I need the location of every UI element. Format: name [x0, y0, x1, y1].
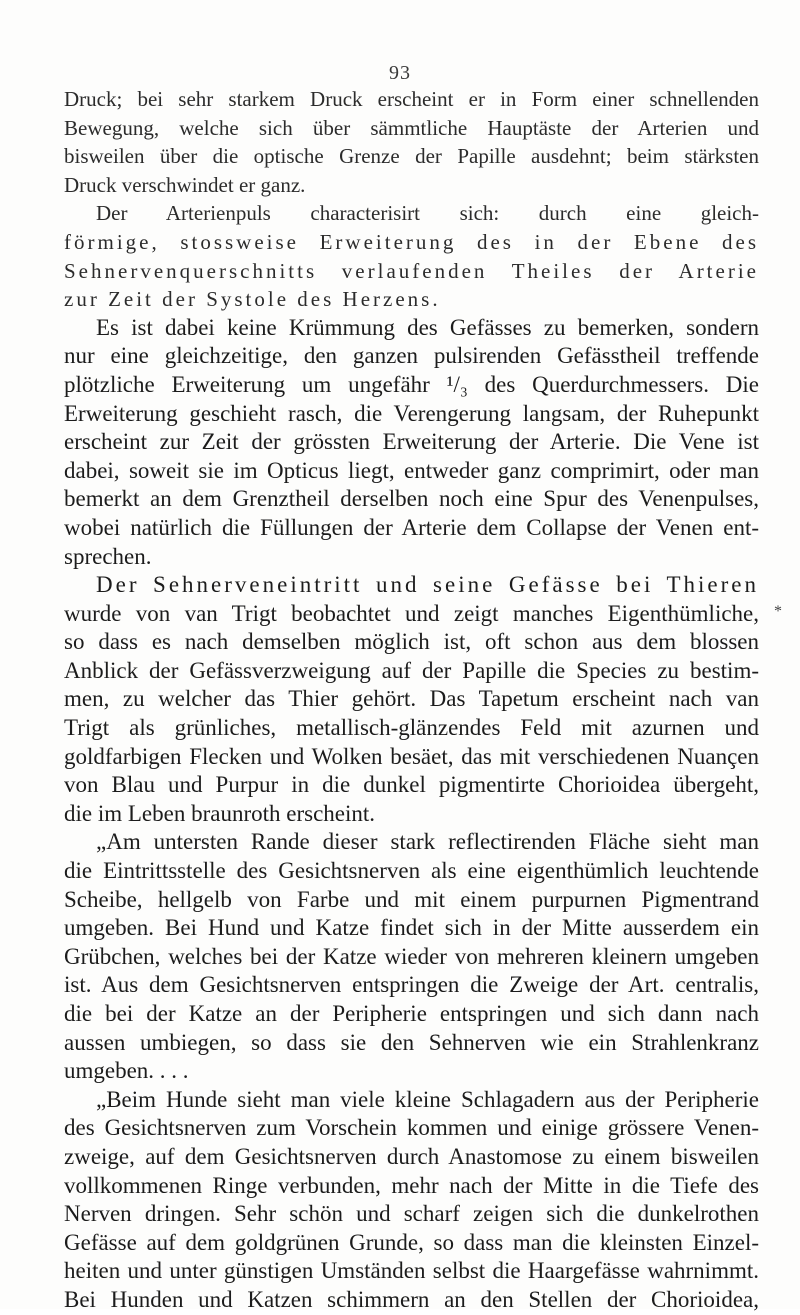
- text-line: Es ist dabei keine Krümmung des Gefässes zu bemerken, sondern: [96, 314, 759, 340]
- page-number: 93: [389, 62, 411, 84]
- text-line: von Blau und Purpur in die dunkel pigmentirte Chorioidea übergeht,: [64, 772, 759, 798]
- text-line: die Eintrittsstelle des Gesichtsnerven als eine eigenthümlich leuchtende: [64, 858, 759, 884]
- text-line: Der Sehnerveneintritt und seine Gefässe bei Thieren: [96, 572, 759, 598]
- text-line: men, zu welcher das Thier gehört. Das Tapetum erscheint nach van: [64, 686, 759, 712]
- text-line: die bei der Katze an der Peripherie entspringen und sich dann nach: [64, 1001, 759, 1026]
- text-line: heiten und unter günstigen Umständen selbst die Haargefässe wahrnimmt.: [64, 1258, 759, 1284]
- text-line: Bewegung, welche sich über sämmtliche Hauptäste der Arterien und: [64, 115, 759, 140]
- text-line: Der Arterienpuls characterisirt sich: durch eine gleich-: [96, 201, 759, 226]
- text-line: wurde von van Trigt beobachtet und zeigt manches Eigenthümliche,: [64, 600, 759, 626]
- text-line: bisweilen über die optische Grenze der Papille ausdehnt; beim stärksten: [64, 144, 759, 169]
- body-text: [64, 85, 759, 1315]
- text-line: Anblick der Gefässverzweigung auf der Papille die Species zu bestim-: [64, 657, 759, 683]
- text-line: so dass es nach demselben möglich ist, oft schon aus dem blossen: [64, 629, 759, 655]
- text-line: „Beim Hunde sieht man viele kleine Schlagadern aus der Peripherie: [96, 1086, 759, 1112]
- text-line: Grübchen, welches bei der Katze wieder von mehreren kleinern umgeben: [64, 943, 759, 969]
- text-line: dabei, soweit sie im Opticus liegt, entweder ganz comprimirt, oder man: [64, 457, 759, 483]
- text-line: umgeben. Bei Hund und Katze findet sich in der Mitte ausserdem ein: [64, 915, 759, 941]
- margin-mark: *: [774, 603, 782, 620]
- text-line: Nerven dringen. Sehr schön und scharf zeigen sich die dunkelrothen: [64, 1201, 759, 1227]
- text-line: erscheint zur Zeit der grössten Erweiterung der Arterie. Die Vene ist: [64, 429, 759, 455]
- text-line: umgeben. . . .: [64, 1058, 189, 1084]
- text-line: Trigt als grünliches, metallisch-glänzendes Feld mit azurnen und: [64, 715, 759, 741]
- text-line: Druck verschwindet er ganz.: [64, 172, 306, 197]
- text-line: Bei Hunden und Katzen schimmern an den Stellen der Chorioidea,: [64, 1286, 759, 1312]
- text-line: „Am untersten Rande dieser stark reflectirenden Fläche sieht man: [96, 829, 759, 855]
- text-line: nur eine gleichzeitige, den ganzen pulsirenden Gefässtheil treffende: [64, 343, 759, 369]
- text-line: Gefässe auf dem goldgrünen Grunde, so dass man die kleinsten Einzel-: [64, 1229, 759, 1255]
- text-line: aussen umbiegen, so dass sie den Sehnerven wie ein Strahlenkranz: [64, 1029, 759, 1055]
- text-line: Scheibe, hellgelb von Farbe und mit einem purpurnen Pigmentrand: [64, 886, 759, 912]
- text-line: bemerkt an dem Grenztheil derselben noch eine Spur des Venenpulses,: [64, 486, 759, 512]
- text-line: die im Leben braunroth erscheint.: [64, 800, 376, 826]
- text-line: ist. Aus dem Gesichtsnerven entspringen die Zweige der Art. centralis,: [64, 972, 759, 998]
- text-line: des Gesichtsnerven zum Vorschein kommen und einige grössere Venen-: [64, 1115, 759, 1141]
- text-line: wobei natürlich die Füllungen der Arterie dem Collapse der Venen ent-: [64, 514, 759, 540]
- text-line: plötzliche Erweiterung um ungefähr ¹/₃ des Querdurchmessers. Die: [64, 371, 759, 397]
- text-line: Erweiterung geschieht rasch, die Verengerung langsam, der Ruhepunkt: [64, 400, 759, 426]
- text-line: Druck; bei sehr starkem Druck erscheint er in Form einer schnellenden: [64, 87, 759, 111]
- text-line: sprechen.: [64, 543, 152, 569]
- text-line: zur Zeit der Systole des Herzens.: [64, 287, 441, 312]
- text-line: goldfarbigen Flecken und Wolken besäet, das mit verschiedenen Nuançen: [64, 743, 759, 769]
- text-line: förmige, stossweise Erweiterung des in der Ebene des: [64, 229, 759, 254]
- text-line: Sehnervenquerschnitts verlaufenden Theiles der Arterie: [64, 258, 759, 283]
- text-line: vollkommenen Ringe verbunden, mehr nach der Mitte in die Tiefe des: [64, 1172, 759, 1198]
- text-line: zweige, auf dem Gesichtsnerven durch Anastomose zu einem bisweilen: [64, 1143, 759, 1169]
